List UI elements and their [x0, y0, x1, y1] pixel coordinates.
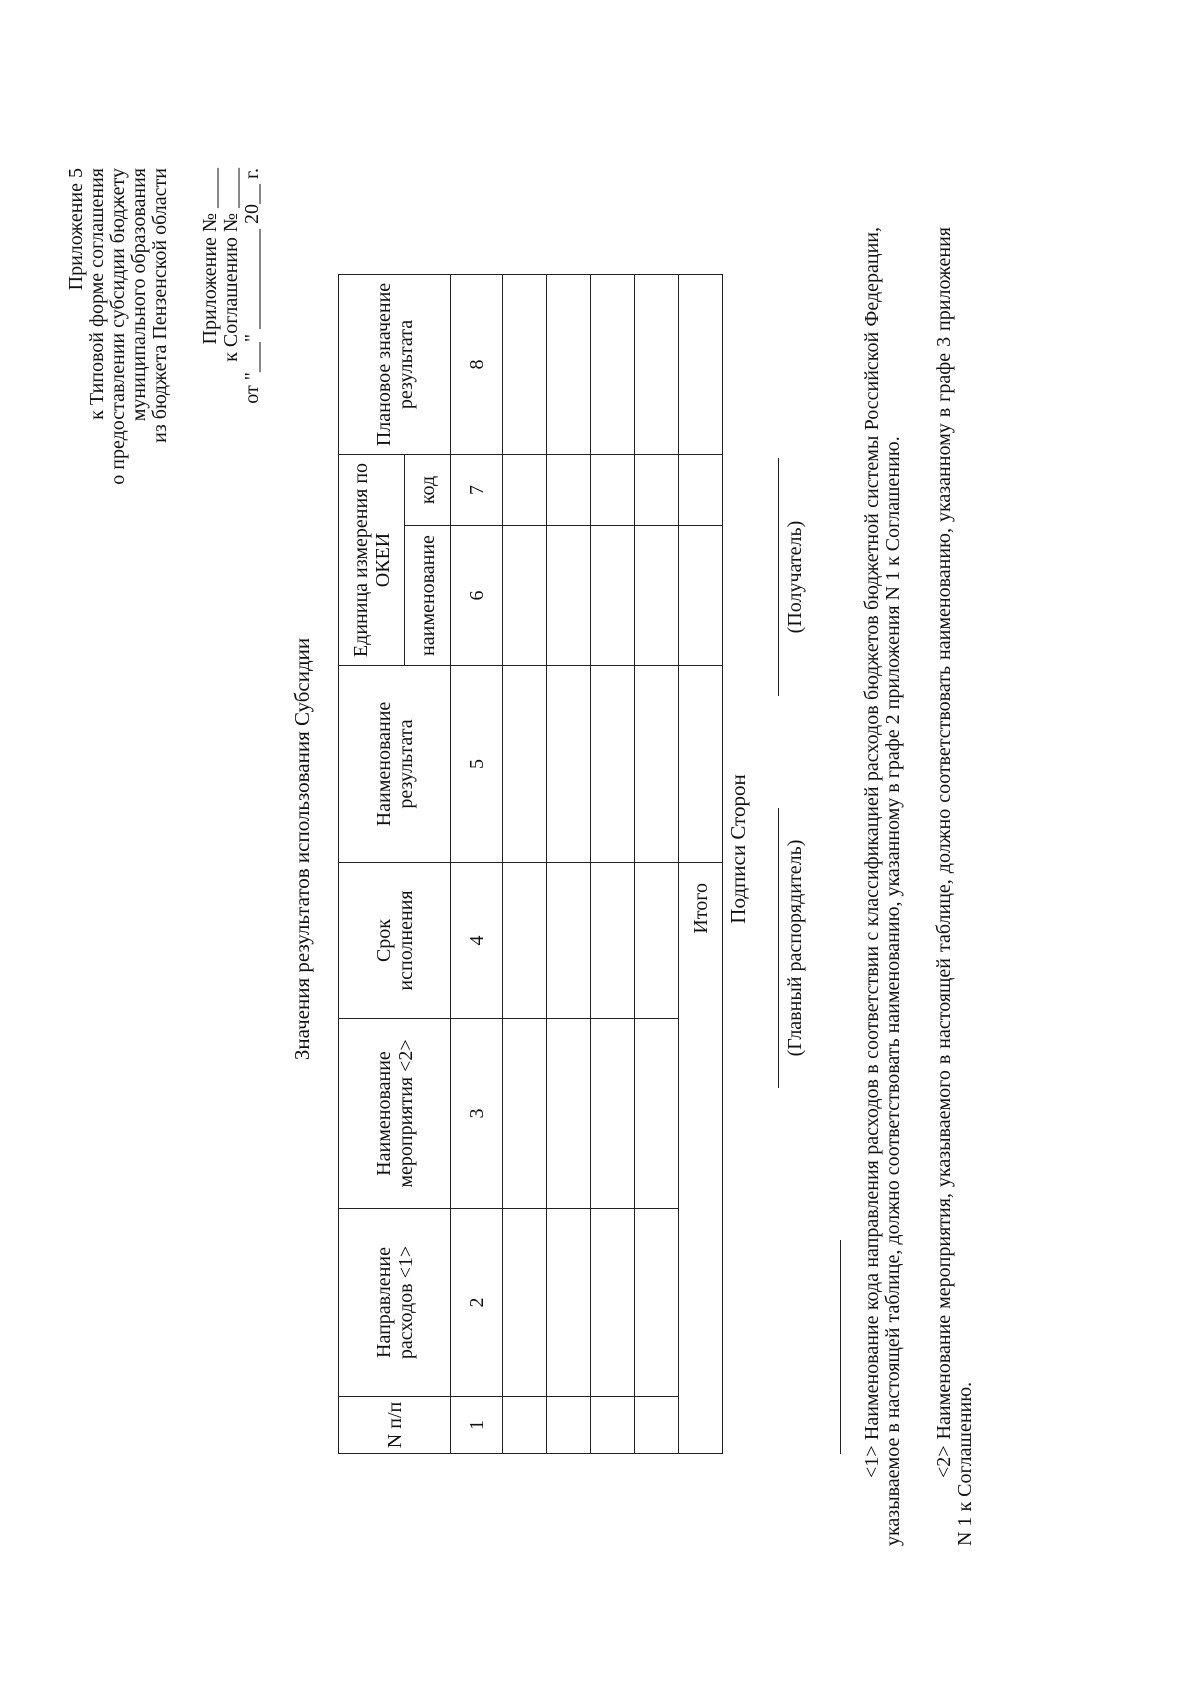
footnote-1: <1> Наименование кода направления расходов в соответствии с классификацией расходов бюджетов бюджетной системы Российской Федерации, указываемое в настоящей таблице, должно соответствовать наименованию, указанному в графе 2 приложения N 1 к Соглашению.: [861, 227, 904, 1546]
column-number: 4: [451, 863, 503, 1019]
table-cell: [547, 1397, 591, 1454]
table-cell: [635, 666, 679, 863]
table-cell: [547, 666, 591, 863]
header-num: N п/п: [339, 1397, 451, 1454]
annex-line: Приложение № ____: [199, 168, 221, 345]
header-unit-code: код: [405, 454, 451, 525]
table-cell: [591, 274, 635, 454]
header-unit-group: Единица измерения по ОКЕИ: [339, 454, 405, 665]
table-row: [591, 274, 635, 1453]
table-cell: [503, 1209, 547, 1397]
table-cell: [679, 454, 723, 525]
column-number: 7: [451, 454, 503, 525]
table-cell: [635, 1209, 679, 1397]
column-number: 8: [451, 274, 503, 454]
table-row: [547, 274, 591, 1453]
table-cell: [503, 274, 547, 454]
table-cell: [591, 1019, 635, 1209]
annex-line: к Соглашению № ____: [220, 168, 242, 362]
footnote-separator: [840, 1240, 841, 1454]
total-row: [679, 274, 723, 1453]
table-cell: [547, 526, 591, 666]
table-cell: [547, 454, 591, 525]
column-number: 3: [451, 1019, 503, 1209]
table-cell: [591, 666, 635, 863]
table-cell: [547, 863, 591, 1019]
column-number-row: [451, 274, 503, 1453]
table-cell: [503, 1019, 547, 1209]
appendix-header-line: муниципального образования: [128, 168, 150, 422]
table-cell: [503, 666, 547, 863]
header-term: Срок исполнения: [339, 863, 451, 1019]
column-number: 6: [451, 526, 503, 666]
header-unit-name: наименование: [405, 526, 451, 666]
table-cell: [635, 526, 679, 666]
table-cell: [679, 526, 723, 666]
column-number: 1: [451, 1397, 503, 1454]
table-cell: [547, 274, 591, 454]
column-number: 2: [451, 1209, 503, 1397]
table-cell: [591, 1397, 635, 1454]
signatures-title: Подписи Сторон: [726, 774, 750, 924]
header-direction: Направление расходов <1>: [339, 1209, 451, 1397]
table-cell: [591, 1209, 635, 1397]
table-cell: [547, 1019, 591, 1209]
table-cell: [503, 1397, 547, 1454]
table-cell: [635, 863, 679, 1019]
table-cell: [503, 526, 547, 666]
document-title: Значения результатов использования Субсидии: [290, 637, 314, 1061]
header-plan: Плановое значение результата: [339, 274, 451, 454]
table-cell: [635, 1019, 679, 1209]
table-row: [503, 274, 547, 1453]
table-cell: [635, 1397, 679, 1454]
signature-line-left: [778, 808, 779, 1088]
table-cell: [679, 274, 723, 454]
table-cell: [591, 526, 635, 666]
signature-line-right: [778, 458, 779, 696]
header-result: Наименование результата: [339, 666, 451, 863]
table-cell: [591, 863, 635, 1019]
column-number: 5: [451, 666, 503, 863]
table-cell: [503, 454, 547, 525]
table-row: [635, 274, 679, 1453]
table-cell: [547, 1209, 591, 1397]
table-cell: [679, 666, 723, 863]
appendix-header-line: к Типовой форме соглашения: [86, 168, 108, 420]
table-cell: [591, 454, 635, 525]
header-event: Наименование мероприятия <2>: [339, 1019, 451, 1209]
footnote-2: <2> Наименование мероприятия, указываемого в настоящей таблице, должно соответствовать наименованию, указанному в графе 3 приложения N 1 к Соглашению.: [933, 227, 976, 1546]
table-cell: [503, 863, 547, 1019]
agreement-annex-block: [200, 168, 263, 768]
table-cell: [635, 274, 679, 454]
signature-caption-right: (Получатель): [784, 520, 806, 634]
table-cell: [635, 454, 679, 525]
appendix-header: [66, 168, 171, 868]
annex-line: от "___" __________ 20__ г.: [241, 168, 263, 404]
results-table: [338, 274, 723, 1454]
total-label: Итого: [679, 863, 723, 1454]
appendix-header-line: из бюджета Пензенской области: [149, 168, 171, 443]
signature-caption-left: (Главный распорядитель): [784, 839, 806, 1057]
appendix-header-line: о предоставлении субсидии бюджету: [107, 168, 129, 485]
appendix-header-line: Приложение 5: [65, 168, 87, 291]
